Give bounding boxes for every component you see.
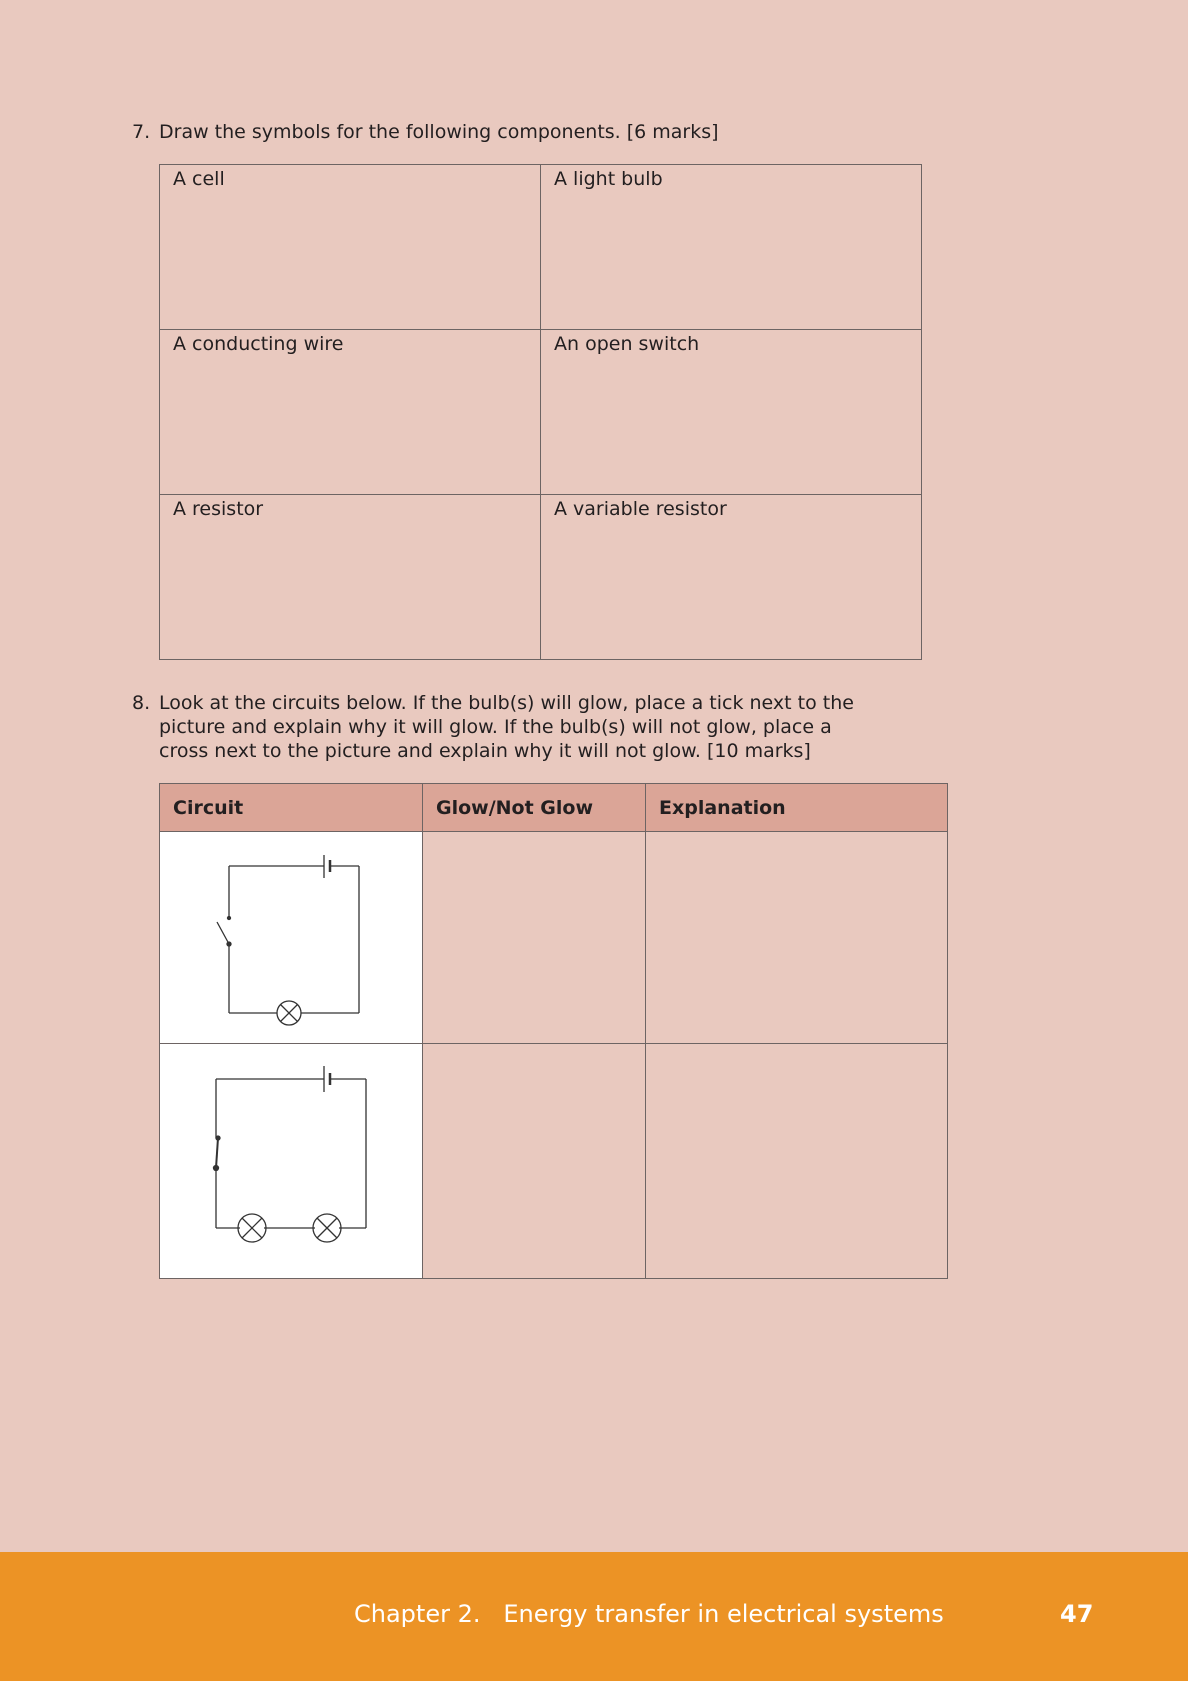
question-8 [132, 691, 932, 765]
component-label: A light bulb [554, 168, 663, 190]
question-7 [132, 120, 932, 146]
answer-cell[interactable] [541, 330, 922, 495]
component-label: A cell [173, 168, 225, 190]
header-circuit: Circuit [160, 784, 423, 832]
circuit-2-cell [160, 1044, 423, 1279]
glow-answer-cell[interactable] [423, 832, 646, 1044]
answer-cell[interactable] [160, 495, 541, 660]
open-switch-icon [217, 922, 229, 944]
circuits-table [159, 783, 948, 1279]
table-row [160, 165, 922, 330]
table-header-row [160, 784, 948, 832]
component-label: A variable resistor [554, 498, 727, 520]
component-symbols-table [159, 164, 922, 660]
header-explanation: Explanation [646, 784, 948, 832]
component-label: A conducting wire [173, 333, 344, 355]
table-row [160, 495, 922, 660]
answer-cell[interactable] [541, 165, 922, 330]
circuit-1-cell [160, 832, 423, 1044]
question-text: Look at the circuits below. If the bulb(s) will glow, place a tick next to the picture and explain why it will glow. If the bulb(s) will not glow, place a cross next to the picture and explain why it will not glow. [10 marks] [159, 692, 854, 762]
circuit-2-diagram [160, 1045, 422, 1278]
table-row [160, 1044, 948, 1279]
answer-cell[interactable] [160, 165, 541, 330]
header-glow: Glow/Not Glow [423, 784, 646, 832]
closed-switch-icon [216, 1138, 218, 1168]
explanation-answer-cell[interactable] [646, 832, 948, 1044]
table-row [160, 832, 948, 1044]
page-footer [0, 1552, 1188, 1681]
component-label: A resistor [173, 498, 264, 520]
page-number: 47 [1060, 1600, 1094, 1628]
question-number: 7. [132, 121, 151, 143]
glow-answer-cell[interactable] [423, 1044, 646, 1279]
circuit-1-diagram [160, 833, 422, 1043]
question-number: 8. [132, 692, 151, 714]
explanation-answer-cell[interactable] [646, 1044, 948, 1279]
chapter-title: Chapter 2. Energy transfer in electrical systems [354, 1600, 944, 1628]
component-label: An open switch [554, 333, 700, 355]
answer-cell[interactable] [541, 495, 922, 660]
answer-cell[interactable] [160, 330, 541, 495]
table-row [160, 330, 922, 495]
question-text: Draw the symbols for the following components. [6 marks] [159, 121, 719, 143]
